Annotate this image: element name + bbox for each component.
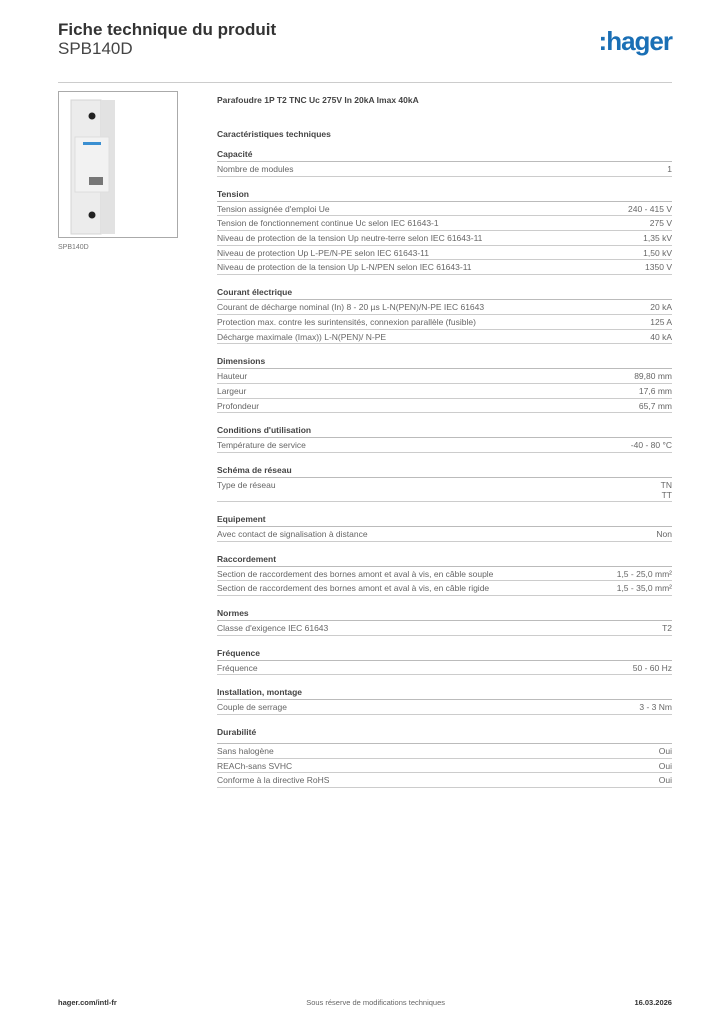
value-text: 1350 V — [645, 262, 672, 273]
spec-value — [639, 384, 672, 398]
spec-section — [217, 423, 672, 453]
spec-label: Section de raccordement des bornes amont et aval à vis, en câble souple — [217, 568, 494, 579]
spec-label: Avec contact de signalisation à distance — [217, 528, 368, 539]
section-title: Tension — [217, 187, 672, 202]
value-text: Oui — [658, 760, 672, 771]
spec-label: Largeur — [217, 385, 247, 396]
spec-row — [217, 162, 672, 177]
value-text: 1,5 - 35,0 mm² — [616, 583, 672, 594]
spec-row — [217, 384, 672, 399]
spec-label: Niveau de protection de la tension Up L-N/PEN selon IEC 61643-11 — [217, 262, 472, 273]
spec-value — [628, 202, 672, 216]
spec-section — [217, 552, 672, 596]
value-text: 1 — [667, 164, 672, 174]
spec-label: Protection max. contre les surintensités, connexion parallèle (fusible) — [217, 316, 476, 327]
spec-row — [217, 216, 672, 231]
section-title: Dimensions — [217, 354, 672, 369]
page-title: Fiche technique du produit — [58, 20, 277, 39]
value-text: 1,50 kV — [643, 247, 672, 258]
spec-section — [217, 187, 672, 275]
spec-value — [639, 399, 672, 413]
value-text: Oui — [658, 746, 672, 757]
spec-label: Nombre de modules — [217, 164, 294, 174]
footer-disclaimer: Sous réserve de modifications techniques — [306, 998, 446, 1007]
spec-label: Type de réseau — [217, 479, 276, 490]
spec-row — [217, 300, 672, 315]
spec-label: Couple de serrage — [217, 702, 287, 713]
value-text: 40 kA — [650, 331, 672, 342]
spec-row — [217, 315, 672, 330]
value-text: 125 A — [650, 316, 672, 327]
value-text: 1,5 - 25,0 mm² — [616, 568, 672, 579]
value-text: Oui — [658, 775, 672, 786]
spec-value — [643, 246, 672, 260]
section-title: Raccordement — [217, 552, 672, 567]
spec-section — [217, 147, 672, 177]
spec-label: Niveau de protection Up L-PE/N-PE selon IEC 61643-11 — [217, 247, 429, 258]
value-text: 89,80 mm — [634, 371, 672, 382]
spec-section — [217, 354, 672, 413]
value-text: 65,7 mm — [638, 400, 672, 411]
spec-row — [217, 260, 672, 275]
spec-value — [650, 216, 672, 230]
spec-row — [217, 581, 672, 596]
spec-row — [217, 567, 672, 582]
spec-label: Tension de fonctionnement continue Uc selon IEC 61643-1 — [217, 218, 439, 229]
value-text: Non — [656, 528, 672, 539]
spec-value — [650, 315, 672, 329]
spec-value — [633, 661, 672, 675]
spec-value — [659, 744, 672, 758]
product-reference: SPB140D — [58, 39, 133, 58]
value-text: 240 - 415 V — [628, 203, 672, 214]
spec-value — [639, 700, 672, 714]
section-title: Schéma de réseau — [217, 463, 672, 478]
value-text: 50 - 60 Hz — [632, 662, 672, 673]
spec-section — [217, 512, 672, 542]
spec-row — [217, 246, 672, 261]
product-image — [58, 91, 178, 238]
section-title: Fréquence — [217, 646, 672, 661]
spec-row — [217, 202, 672, 217]
value-text: TN — [660, 479, 672, 490]
section-title: Durabilité — [217, 725, 672, 744]
value-text: 20 kA — [650, 302, 672, 313]
spec-label: Température de service — [217, 440, 306, 451]
spec-row — [217, 231, 672, 246]
spec-value — [656, 527, 672, 541]
spec-label: Hauteur — [217, 371, 248, 382]
spec-label: Section de raccordement des bornes amont et aval à vis, en câble rigide — [217, 583, 490, 594]
spec-label: Profondeur — [217, 400, 260, 411]
spec-row — [217, 773, 672, 788]
section-title: Equipement — [217, 512, 672, 527]
spec-value — [643, 231, 672, 245]
spec-row — [217, 759, 672, 774]
spec-section — [217, 463, 672, 502]
spec-row — [217, 700, 672, 715]
spec-row — [217, 399, 672, 414]
spec-label: Classe d'exigence IEC 61643 — [217, 623, 329, 633]
value-text: 1,35 kV — [643, 233, 672, 244]
value-text: T2 — [662, 623, 672, 633]
spec-row — [217, 330, 672, 345]
spec-value — [634, 369, 672, 383]
footer — [58, 998, 672, 1007]
spec-label: Conforme à la directive RoHS — [217, 775, 330, 786]
spec-row — [217, 438, 672, 453]
spec-value — [659, 773, 672, 787]
spec-value — [617, 567, 672, 581]
spec-value — [631, 438, 672, 452]
section-title: Normes — [217, 606, 672, 621]
spec-row — [217, 661, 672, 676]
spec-row — [217, 621, 672, 636]
footer-date: 16.03.2026 — [634, 998, 672, 1007]
value-text: 275 V — [649, 218, 672, 229]
divider — [58, 82, 672, 83]
spec-value — [617, 581, 672, 595]
spec-label: Courant de décharge nominal (In) 8 - 20 µs L-N(PEN)/N-PE IEC 61643 — [217, 302, 485, 313]
spec-row — [217, 478, 672, 502]
footer-url[interactable]: hager.com/intl-fr — [58, 998, 117, 1007]
spec-section — [217, 685, 672, 715]
spec-label: Fréquence — [217, 662, 258, 673]
value-text: TT — [661, 489, 672, 500]
spec-section — [217, 285, 672, 344]
spec-label: Sans halogène — [217, 746, 274, 757]
section-title: Courant électrique — [217, 285, 672, 300]
image-caption: SPB140D — [58, 244, 89, 251]
spec-value — [661, 478, 672, 501]
spec-label: Tension assignée d'emploi Ue — [217, 203, 330, 214]
product-name: Parafoudre 1P T2 TNC Uc 275V In 20kA Imax 40kA — [217, 95, 419, 105]
spec-value — [645, 260, 672, 274]
spec-content — [217, 95, 672, 788]
value-text: 3 - 3 Nm — [639, 702, 672, 713]
spec-label: Niveau de protection de la tension Up neutre-terre selon IEC 61643-11 — [217, 233, 483, 244]
spec-heading: Caractéristiques techniques — [217, 129, 331, 139]
spec-value — [667, 162, 672, 176]
spec-value — [662, 621, 672, 635]
spec-section — [217, 725, 672, 788]
spec-label: REACh-sans SVHC — [217, 760, 293, 771]
spec-label: Décharge maximale (Imax)) L-N(PEN)/ N-PE — [217, 331, 387, 342]
section-title: Conditions d'utilisation — [217, 423, 672, 438]
spec-section — [217, 646, 672, 676]
section-title: Capacité — [217, 147, 672, 162]
spec-value — [659, 759, 672, 773]
spec-value — [650, 300, 672, 314]
value-text: -40 - 80 °C — [630, 440, 672, 451]
hager-logo: :hager — [598, 26, 672, 56]
value-text: 17,6 mm — [638, 385, 672, 396]
section-title: Installation, montage — [217, 685, 672, 700]
spec-row — [217, 369, 672, 384]
spec-row — [217, 744, 672, 759]
spec-row — [217, 527, 672, 542]
spec-value — [650, 330, 672, 344]
spec-section — [217, 606, 672, 636]
